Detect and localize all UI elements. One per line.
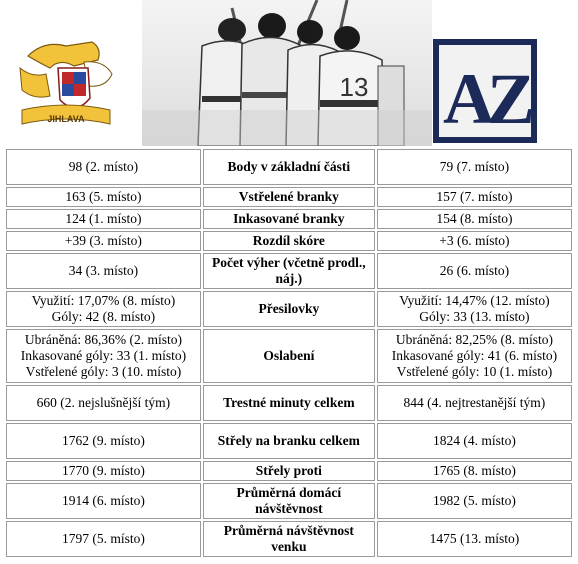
table-row <box>6 209 572 229</box>
table-row <box>6 521 572 557</box>
jihlava-value-cell: 34 (3. místo) <box>6 253 201 289</box>
stat-label-cell: Průměrná návštěvnost venku <box>203 521 375 557</box>
jihlava-value-cell: 1797 (5. místo) <box>6 521 201 557</box>
stat-label-cell: Body v základní části <box>203 149 375 185</box>
table-row <box>6 329 572 383</box>
jersey-number: 13 <box>339 72 369 102</box>
az-value-cell: 1475 (13. místo) <box>377 521 572 557</box>
az-value-cell: Využití: 14,47% (12. místo) Góly: 33 (13. místo) <box>377 291 572 327</box>
az-value-cell: 1765 (8. místo) <box>377 461 572 481</box>
logo-right-text: AZ <box>442 59 528 139</box>
table-row <box>6 187 572 207</box>
az-value-cell: 157 (7. místo) <box>377 187 572 207</box>
jihlava-value-cell: Ubráněná: 86,36% (2. místo) Inkasované góly: 33 (1. místo) Vstřelené góly: 3 (10. místo) <box>6 329 201 383</box>
jihlava-value-cell: 660 (2. nejslušnější tým) <box>6 385 201 421</box>
jihlava-value-cell: 1762 (9. místo) <box>6 423 201 459</box>
logo-left-text: JIHLAVA <box>47 114 85 124</box>
stat-label-cell: Inkasované branky <box>203 209 375 229</box>
table-row <box>6 291 572 327</box>
header-banner <box>0 0 578 146</box>
stat-label-cell: Střely proti <box>203 461 375 481</box>
jihlava-value-cell: 124 (1. místo) <box>6 209 201 229</box>
jihlava-value-cell: +39 (3. místo) <box>6 231 201 251</box>
az-value-cell: 1824 (4. místo) <box>377 423 572 459</box>
az-value-cell: 844 (4. nejtrestanější tým) <box>377 385 572 421</box>
table-row <box>6 253 572 289</box>
az-value-cell: 79 (7. místo) <box>377 149 572 185</box>
jihlava-value-cell: Využití: 17,07% (8. místo) Góly: 42 (8. místo) <box>6 291 201 327</box>
stat-label-cell: Oslabení <box>203 329 375 383</box>
jihlava-value-cell: 1770 (9. místo) <box>6 461 201 481</box>
jihlava-value-cell: 98 (2. místo) <box>6 149 201 185</box>
stat-label-cell: Trestné minuty celkem <box>203 385 375 421</box>
table-row <box>6 149 572 185</box>
stat-label-cell: Počet výher (včetně prodl., náj.) <box>203 253 375 289</box>
table-row <box>6 385 572 421</box>
stat-label-cell: Přesilovky <box>203 291 375 327</box>
stat-label-cell: Průměrná domácí návštěvnost <box>203 483 375 519</box>
table-row <box>6 231 572 251</box>
team-photo <box>142 0 432 146</box>
table-row <box>6 483 572 519</box>
az-logo <box>433 39 537 143</box>
stat-label-cell: Rozdíl skóre <box>203 231 375 251</box>
stat-label-cell: Střely na branku celkem <box>203 423 375 459</box>
jihlava-value-cell: 163 (5. místo) <box>6 187 201 207</box>
az-value-cell: +3 (6. místo) <box>377 231 572 251</box>
az-value-cell: 26 (6. místo) <box>377 253 572 289</box>
jihlava-value-cell: 1914 (6. místo) <box>6 483 201 519</box>
table-row <box>6 461 572 481</box>
az-value-cell: 154 (8. místo) <box>377 209 572 229</box>
az-value-cell: Ubráněná: 82,25% (8. místo) Inkasované góly: 41 (6. místo) Vstřelené góly: 10 (1. místo) <box>377 329 572 383</box>
table-row <box>6 423 572 459</box>
stat-label-cell: Vstřelené branky <box>203 187 375 207</box>
comparison-table <box>4 147 574 559</box>
az-value-cell: 1982 (5. místo) <box>377 483 572 519</box>
dukla-jihlava-logo <box>14 38 118 136</box>
